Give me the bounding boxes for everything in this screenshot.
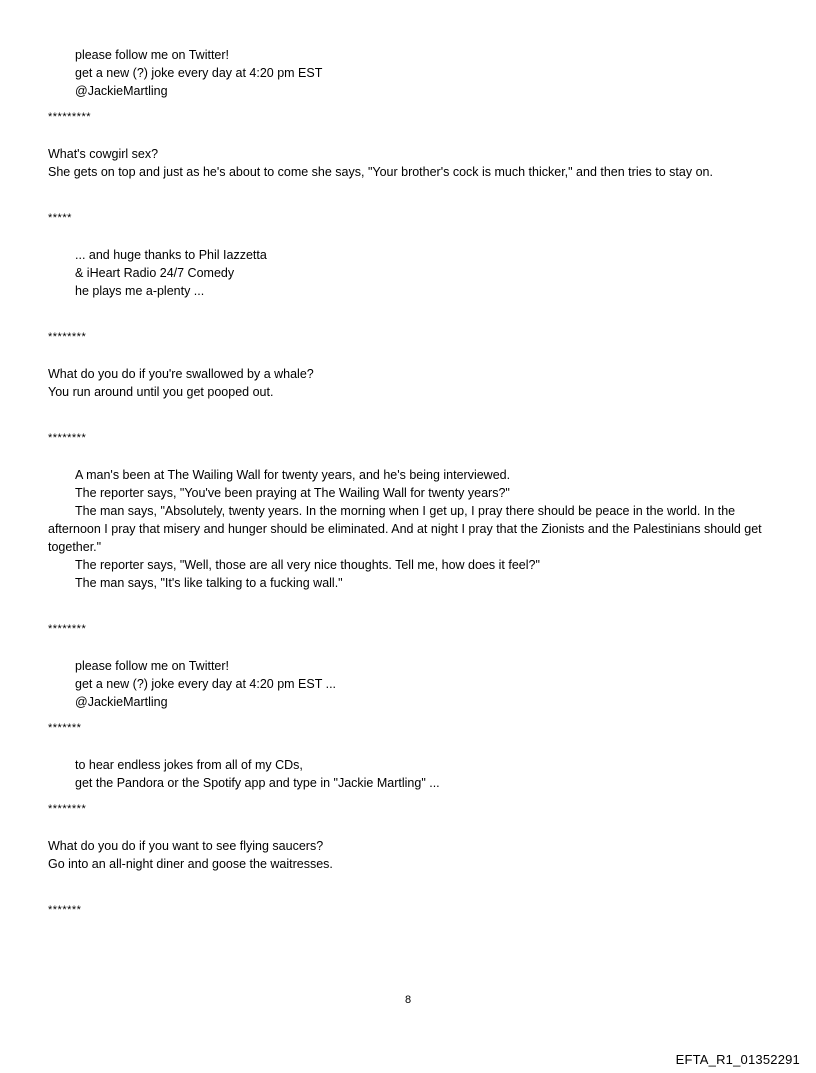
joke-paragraph: The reporter says, "You've been praying at The Wailing Wall for twenty years?" [75, 486, 510, 500]
cds-promo-block [48, 756, 778, 792]
separator: ******* [48, 722, 82, 734]
twitter-promo-block [48, 46, 778, 100]
joke-flying-saucers [48, 837, 778, 873]
joke-whale [48, 365, 778, 401]
text-line: @JackieMartling [75, 84, 168, 98]
separator: ******** [48, 623, 87, 635]
joke-cowgirl [48, 145, 778, 181]
separator: ******** [48, 432, 87, 444]
separator: ******* [48, 904, 82, 916]
joke-paragraph: A man's been at The Wailing Wall for twenty years, and he's being interviewed. [75, 468, 511, 482]
thanks-block [48, 246, 778, 300]
separator: ******** [48, 803, 87, 815]
text-line: ... and huge thanks to Phil Iazzetta [75, 248, 267, 262]
joke-answer: She gets on top and just as he's about to come she says, "Your brother's cock is much thicker," and then tries to stay on. [48, 165, 713, 179]
joke-answer: Go into an all-night diner and goose the waitresses. [48, 857, 333, 871]
joke-question: What do you do if you're swallowed by a whale? [48, 367, 314, 381]
page-number: 8 [404, 994, 412, 1006]
text-line: please follow me on Twitter! [75, 48, 230, 62]
twitter-promo-block [48, 657, 778, 711]
joke-wailing-wall [48, 466, 778, 592]
text-line: he plays me a-plenty ... [75, 284, 205, 298]
text-line: & iHeart Radio 24/7 Comedy [75, 266, 235, 280]
text-line: get the Pandora or the Spotify app and type in "Jackie Martling" ... [75, 776, 440, 790]
separator: ********* [48, 111, 92, 123]
joke-answer: You run around until you get pooped out. [48, 385, 274, 399]
text-line: get a new (?) joke every day at 4:20 pm EST ... [75, 677, 337, 691]
text-line: to hear endless jokes from all of my CDs, [75, 758, 303, 772]
joke-paragraph: The man says, "It's like talking to a fucking wall." [75, 576, 343, 590]
separator: ***** [48, 212, 72, 224]
text-line: @JackieMartling [75, 695, 168, 709]
text-line: get a new (?) joke every day at 4:20 pm EST [75, 66, 323, 80]
joke-question: What do you do if you want to see flying saucers? [48, 839, 324, 853]
joke-paragraph: The reporter says, "Well, those are all very nice thoughts. Tell me, how does it feel?" [75, 558, 540, 572]
joke-paragraph: The man says, "Absolutely, twenty years. In the morning when I get up, I pray there should be peace in the world. In the afternoon I pray that misery and hunger should be eliminated. And at night I pray that the Zionists and the Palestinians should get together." [48, 504, 762, 554]
document-page [48, 46, 778, 919]
text-line: please follow me on Twitter! [75, 659, 230, 673]
joke-question: What's cowgirl sex? [48, 147, 159, 161]
separator: ******** [48, 331, 87, 343]
document-id: EFTA_R1_01352291 [675, 1052, 800, 1067]
